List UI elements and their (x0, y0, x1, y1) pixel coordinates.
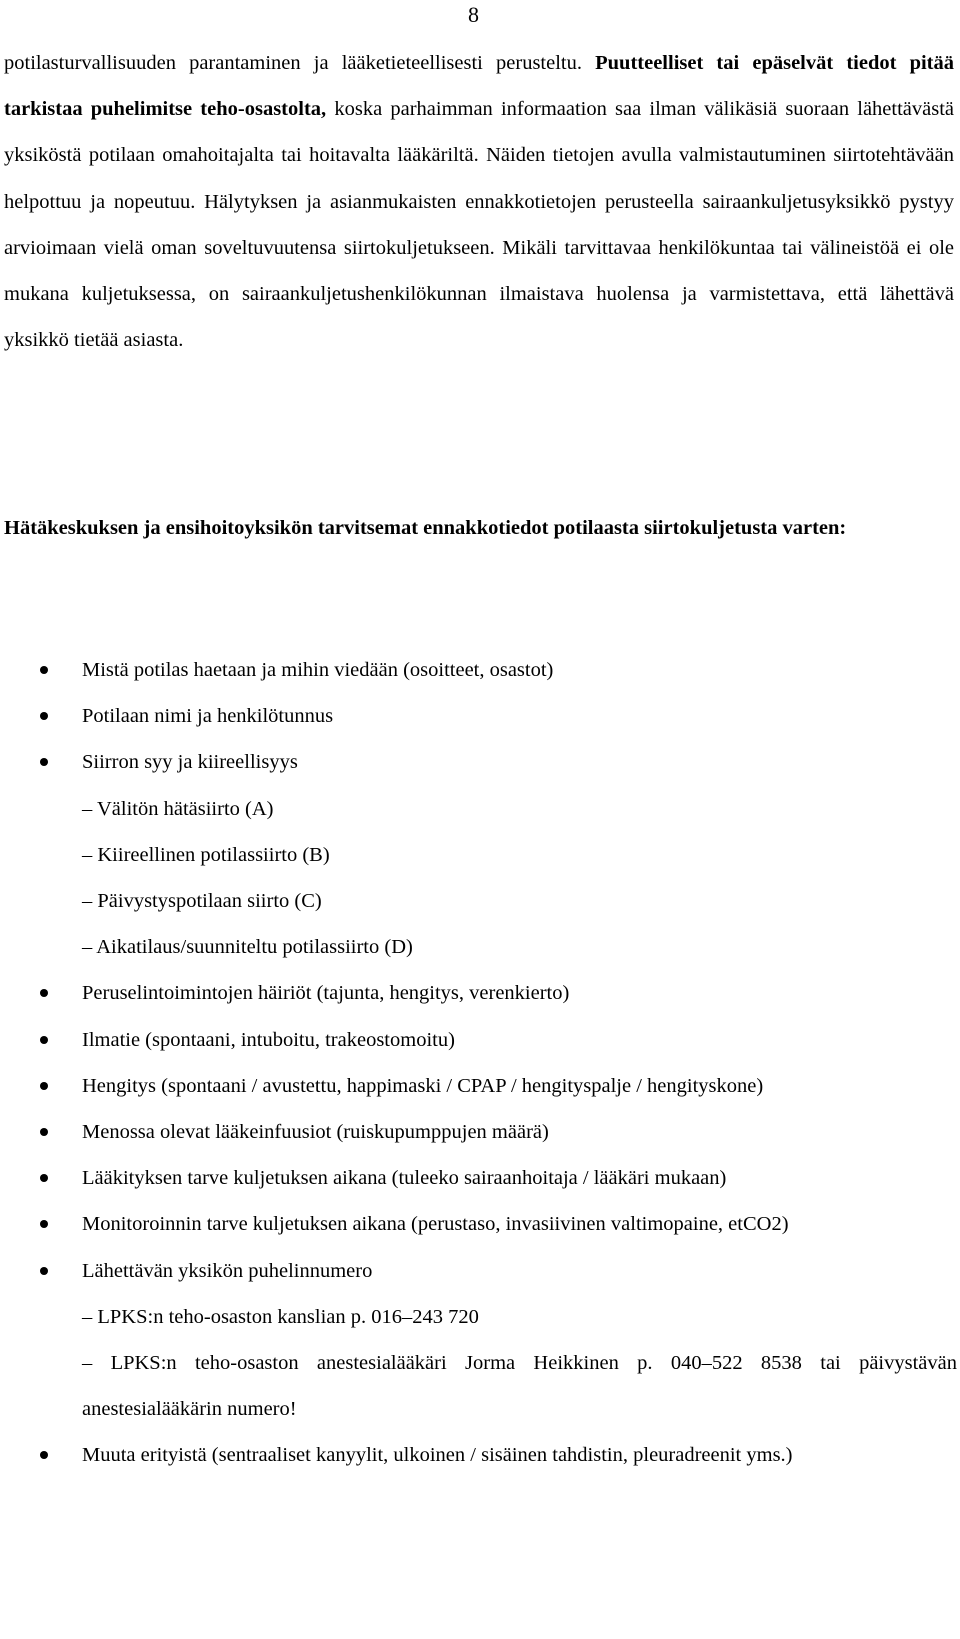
list-item-text: Peruselintoimintojen häiriöt (tajunta, hengitys, verenkierto) (82, 982, 570, 1005)
paragraph-text-1: potilasturvallisuuden parantaminen ja lääketieteellisesti perusteltu. (4, 52, 596, 74)
list-item (0, 970, 957, 1016)
list-item-text: Lähettävän yksikön puhelinnumero (82, 1259, 373, 1282)
bullet-icon (40, 666, 48, 674)
list-item (0, 1201, 957, 1247)
list-item-text: Potilaan nimi ja henkilötunnus (82, 705, 334, 728)
sub-list-item: – LPKS:n teho-osaston kanslian p. 016–243 720 (82, 1305, 479, 1328)
sub-list-item: – Päivystyspotilaan siirto (C) (82, 890, 322, 913)
list-item (0, 693, 957, 739)
list-item (0, 647, 957, 693)
list-item (0, 739, 957, 785)
bullet-icon (40, 1220, 48, 1228)
list-item-text: Menossa olevat lääkeinfuusiot (ruiskupumppujen määrä) (82, 1121, 549, 1144)
bullet-icon (40, 758, 48, 766)
section-heading: Hätäkeskuksen ja ensihoitoyksikön tarvitsemat ennakkotiedot potilaasta siirtokuljetusta varten: (4, 517, 847, 539)
list-item (0, 1432, 957, 1478)
body-paragraph (4, 40, 954, 363)
sub-list-item: – Aikatilaus/suunniteltu potilassiirto (D) (82, 936, 413, 959)
list-item-text: Hengitys (spontaani / avustettu, happimaski / CPAP / hengityspalje / hengityskone) (82, 1074, 764, 1097)
bullet-icon (40, 1451, 48, 1459)
page-number: 8 (468, 2, 479, 27)
list-item (0, 1109, 957, 1155)
list-item-text: Muuta erityistä (sentraaliset kanyylit, ulkoinen / sisäinen tahdistin, pleuradreenit yms.) (82, 1444, 793, 1467)
list-item (0, 1063, 957, 1109)
bullet-icon (40, 1082, 48, 1090)
list-item-text: Lääkityksen tarve kuljetuksen aikana (tuleeko sairaanhoitaja / lääkäri mukaan) (82, 1167, 727, 1190)
paragraph-bold-text: Puutteelliset tai epäselvät tiedot pitää tarkistaa puhelimitse teho-osastolta, (4, 52, 954, 121)
bullet-icon (40, 1128, 48, 1136)
list-item-text: Siirron syy ja kiireellisyys (82, 751, 298, 774)
list-item-text: Ilmatie (spontaani, intuboitu, trakeostomoitu) (82, 1028, 455, 1051)
list-item-text: Mistä potilas haetaan ja mihin viedään (osoitteet, osastot) (82, 659, 554, 681)
bullet-list (0, 647, 960, 1479)
bullet-icon (40, 712, 48, 720)
list-item (0, 1248, 957, 1294)
bullet-icon (40, 989, 48, 997)
sub-list-item: – Kiireellinen potilassiirto (B) (82, 843, 330, 866)
list-item (0, 1155, 957, 1201)
sub-list-item: – Välitön hätäsiirto (A) (82, 797, 274, 820)
bullet-icon (40, 1036, 48, 1044)
list-item (0, 1017, 957, 1063)
bullet-icon (40, 1174, 48, 1182)
sub-list-item: – LPKS:n teho-osaston anestesialääkäri Jorma Heikkinen p. 040–522 8538 tai päivystävän anestesialääkärin numero! (82, 1352, 957, 1421)
list-item-text: Monitoroinnin tarve kuljetuksen aikana (perustaso, invasiivinen valtimopaine, etCO2) (82, 1213, 789, 1236)
bullet-icon (40, 1267, 48, 1275)
paragraph-text-2: koska parhaimman informaation saa ilman välikäsiä suoraan lähettävästä yksiköstä potilaan omahoitajalta tai hoitavalta lääkäriltä. Näiden tietojen avulla valmistautuminen siirtotehtävään helpottuu ja nopeutuu. Hälytyksen ja asianmukaisten ennakkotietojen perusteella sairaankuljetusyksikkö pystyy arvioimaan vielä oman soveltuvuutensa siirtokuljetukseen. Mikäli tarvittavaa henkilökuntaa tai välineistöä ei ole mukana kuljetuksessa, on sairaankuljetushenkilökunnan ilmaistava huolensa ja varmistettava, että lähettävä yksikkö tietää asiasta. (4, 98, 955, 352)
